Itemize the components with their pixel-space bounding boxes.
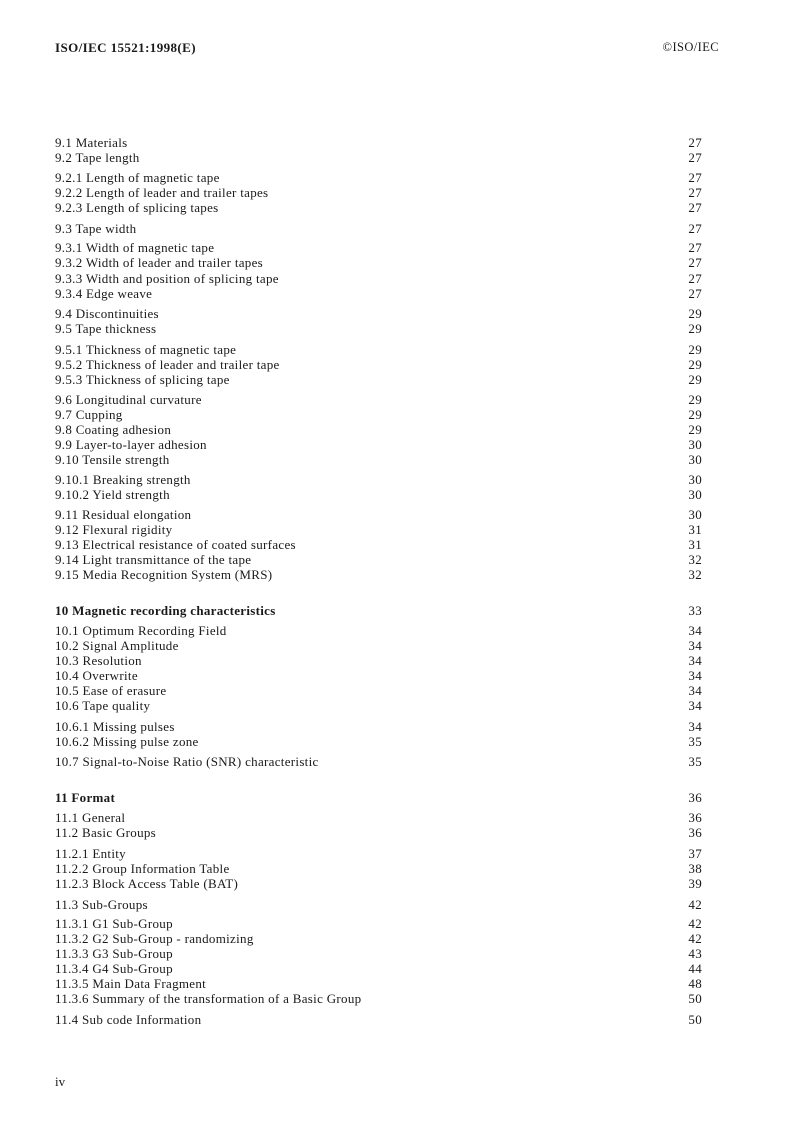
toc-entry-title: 11.2 Basic Groups xyxy=(55,825,157,840)
toc-entry-title: 9.14 Light transmittance of the tape xyxy=(55,552,252,567)
toc-entry-title: 9.2.3 Length of splicing tapes xyxy=(55,200,219,215)
toc-entry[interactable] xyxy=(55,991,705,1007)
toc-entry-page: 33 xyxy=(688,603,702,618)
toc-entry[interactable] xyxy=(55,537,705,553)
toc-entry[interactable] xyxy=(55,321,705,337)
toc-chapter-entry[interactable] xyxy=(55,603,705,619)
toc-entry[interactable] xyxy=(55,422,705,438)
toc-entry-title: 9.11 Residual elongation xyxy=(55,507,192,522)
toc-entry-page: 29 xyxy=(688,357,702,372)
toc-entry-title: 10.6 Tape quality xyxy=(55,698,151,713)
toc-entry-title: 9.1 Materials xyxy=(55,135,128,150)
toc-entry-title: 9.12 Flexural rigidity xyxy=(55,522,173,537)
toc-entry-page: 42 xyxy=(688,931,702,946)
toc-entry[interactable] xyxy=(55,271,705,287)
toc-entry-title: 11.3.5 Main Data Fragment xyxy=(55,976,207,991)
toc-entry-title: 10.3 Resolution xyxy=(55,653,142,668)
toc-entry-title: 9.5.3 Thickness of splicing tape xyxy=(55,372,230,387)
toc-entry-title: 10.6.2 Missing pulse zone xyxy=(55,734,199,749)
toc-entry[interactable] xyxy=(55,683,705,699)
toc-entry-title: 9.10.1 Breaking strength xyxy=(55,472,191,487)
toc-entry[interactable] xyxy=(55,846,705,862)
toc-entry[interactable] xyxy=(55,507,705,523)
toc-entry-title: 9.6 Longitudinal curvature xyxy=(55,392,202,407)
toc-entry-page: 29 xyxy=(688,306,702,321)
toc-entry-page: 34 xyxy=(688,668,702,683)
toc-entry[interactable] xyxy=(55,170,705,186)
toc-entry[interactable] xyxy=(55,734,705,750)
toc-entry-page: 42 xyxy=(688,897,702,912)
toc-entry[interactable] xyxy=(55,240,705,256)
toc-entry[interactable] xyxy=(55,916,705,932)
toc-entry-title: 11.1 General xyxy=(55,810,126,825)
toc-entry[interactable] xyxy=(55,698,705,714)
toc-entry-page: 29 xyxy=(688,422,702,437)
toc-entry[interactable] xyxy=(55,372,705,388)
toc-entry-page: 27 xyxy=(688,135,702,150)
toc-entry-page: 36 xyxy=(688,810,702,825)
toc-entry-page: 30 xyxy=(688,507,702,522)
toc-entry[interactable] xyxy=(55,255,705,271)
toc-entry-page: 35 xyxy=(688,734,702,749)
running-header-standard: ISO/IEC 15521:1998(E) xyxy=(55,40,196,55)
toc-entry-title: 11.2.2 Group Information Table xyxy=(55,861,230,876)
toc-entry-title: 9.5.2 Thickness of leader and trailer tape xyxy=(55,357,280,372)
toc-entry-page: 34 xyxy=(688,623,702,638)
page-number: iv xyxy=(55,1074,66,1089)
toc-entry-page: 32 xyxy=(688,552,702,567)
toc-entry[interactable] xyxy=(55,437,705,453)
toc-entry-title: 9.5.1 Thickness of magnetic tape xyxy=(55,342,237,357)
toc-entry-title: 10 Magnetic recording characteristics xyxy=(55,603,276,618)
toc-entry-page: 50 xyxy=(688,991,702,1006)
toc-entry[interactable] xyxy=(55,472,705,488)
toc-entry[interactable] xyxy=(55,1012,705,1028)
toc-entry[interactable] xyxy=(55,552,705,568)
toc-entry-page: 27 xyxy=(688,255,702,270)
toc-entry[interactable] xyxy=(55,487,705,503)
toc-entry-title: 9.2.2 Length of leader and trailer tapes xyxy=(55,185,269,200)
toc-entry[interactable] xyxy=(55,897,705,913)
toc-entry[interactable] xyxy=(55,185,705,201)
toc-entry[interactable] xyxy=(55,407,705,423)
toc-entry-page: 35 xyxy=(688,754,702,769)
toc-entry[interactable] xyxy=(55,567,705,583)
toc-entry-title: 9.2 Tape length xyxy=(55,150,140,165)
toc-entry[interactable] xyxy=(55,825,705,841)
toc-entry[interactable] xyxy=(55,810,705,826)
toc-entry-title: 9.5 Tape thickness xyxy=(55,321,157,336)
toc-entry-title: 9.3.4 Edge weave xyxy=(55,286,153,301)
toc-entry-page: 27 xyxy=(688,170,702,185)
toc-entry-title: 10.1 Optimum Recording Field xyxy=(55,623,227,638)
toc-entry-title: 9.4 Discontinuities xyxy=(55,306,159,321)
toc-entry[interactable] xyxy=(55,876,705,892)
toc-entry[interactable] xyxy=(55,638,705,654)
toc-entry-title: 11.3.6 Summary of the transformation of a Basic Group xyxy=(55,991,362,1006)
toc-entry-page: 30 xyxy=(688,452,702,467)
toc-entry-page: 34 xyxy=(688,719,702,734)
toc-entry-page: 29 xyxy=(688,407,702,422)
toc-entry-title: 11.3.1 G1 Sub-Group xyxy=(55,916,173,931)
toc-entry-page: 30 xyxy=(688,437,702,452)
toc-entry-page: 34 xyxy=(688,698,702,713)
toc-entry[interactable] xyxy=(55,719,705,735)
table-of-contents xyxy=(55,0,705,1126)
toc-entry-title: 9.3.2 Width of leader and trailer tapes xyxy=(55,255,264,270)
toc-entry-page: 43 xyxy=(688,946,702,961)
toc-entry[interactable] xyxy=(55,861,705,877)
toc-entry-title: 9.15 Media Recognition System (MRS) xyxy=(55,567,273,582)
toc-entry-title: 9.3 Tape width xyxy=(55,221,137,236)
toc-entry-page: 42 xyxy=(688,916,702,931)
running-header-copyright: ©ISO/IEC xyxy=(662,40,719,54)
toc-entry-title: 9.8 Coating adhesion xyxy=(55,422,172,437)
toc-entry-page: 29 xyxy=(688,342,702,357)
toc-entry-title: 11.2.1 Entity xyxy=(55,846,126,861)
toc-entry-page: 29 xyxy=(688,392,702,407)
toc-entry[interactable] xyxy=(55,976,705,992)
toc-entry[interactable] xyxy=(55,150,705,166)
toc-entry-title: 10.2 Signal Amplitude xyxy=(55,638,179,653)
toc-entry-title: 11.4 Sub code Information xyxy=(55,1012,202,1027)
toc-entry[interactable] xyxy=(55,221,705,237)
toc-entry-page: 34 xyxy=(688,683,702,698)
toc-entry-title: 11.3.3 G3 Sub-Group xyxy=(55,946,173,961)
toc-entry[interactable] xyxy=(55,754,705,770)
toc-entry-title: 11 Format xyxy=(55,790,116,805)
toc-entry-title: 11.3.4 G4 Sub-Group xyxy=(55,961,173,976)
toc-entry-page: 30 xyxy=(688,472,702,487)
toc-entry-page: 31 xyxy=(688,522,702,537)
toc-entry-page: 48 xyxy=(688,976,702,991)
toc-entry-page: 36 xyxy=(688,825,702,840)
toc-entry-page: 27 xyxy=(688,150,702,165)
toc-entry-title: 11.2.3 Block Access Table (BAT) xyxy=(55,876,239,891)
toc-entry-page: 27 xyxy=(688,200,702,215)
toc-entry[interactable] xyxy=(55,961,705,977)
toc-entry[interactable] xyxy=(55,653,705,669)
toc-entry-page: 38 xyxy=(688,861,702,876)
toc-entry-title: 9.10 Tensile strength xyxy=(55,452,170,467)
toc-entry[interactable] xyxy=(55,452,705,468)
toc-entry-title: 11.3 Sub-Groups xyxy=(55,897,148,912)
toc-entry[interactable] xyxy=(55,200,705,216)
toc-entry[interactable] xyxy=(55,342,705,358)
toc-entry-title: 9.9 Layer-to-layer adhesion xyxy=(55,437,207,452)
toc-entry-title: 9.7 Cupping xyxy=(55,407,123,422)
toc-entry[interactable] xyxy=(55,931,705,947)
toc-entry-page: 36 xyxy=(688,790,702,805)
toc-entry-title: 11.3.2 G2 Sub-Group - randomizing xyxy=(55,931,254,946)
toc-entry-page: 27 xyxy=(688,185,702,200)
toc-entry-page: 39 xyxy=(688,876,702,891)
toc-entry-title: 10.4 Overwrite xyxy=(55,668,138,683)
toc-entry[interactable] xyxy=(55,135,705,151)
toc-entry-title: 9.3.3 Width and position of splicing tape xyxy=(55,271,279,286)
toc-entry-title: 9.2.1 Length of magnetic tape xyxy=(55,170,220,185)
toc-entry-title: 10.6.1 Missing pulses xyxy=(55,719,175,734)
toc-entry-page: 44 xyxy=(688,961,702,976)
toc-entry-title: 10.5 Ease of erasure xyxy=(55,683,167,698)
toc-entry-page: 27 xyxy=(688,221,702,236)
toc-entry-page: 32 xyxy=(688,567,702,582)
toc-entry-page: 31 xyxy=(688,537,702,552)
toc-entry-title: 9.10.2 Yield strength xyxy=(55,487,170,502)
toc-entry-title: 9.13 Electrical resistance of coated surfaces xyxy=(55,537,296,552)
toc-entry-page: 34 xyxy=(688,653,702,668)
toc-chapter-entry[interactable] xyxy=(55,790,705,806)
toc-entry[interactable] xyxy=(55,392,705,408)
toc-entry-page: 29 xyxy=(688,321,702,336)
toc-entry[interactable] xyxy=(55,306,705,322)
toc-entry-page: 27 xyxy=(688,286,702,301)
toc-entry-page: 29 xyxy=(688,372,702,387)
toc-entry-page: 27 xyxy=(688,240,702,255)
toc-entry[interactable] xyxy=(55,522,705,538)
toc-entry[interactable] xyxy=(55,623,705,639)
toc-entry[interactable] xyxy=(55,946,705,962)
toc-entry[interactable] xyxy=(55,668,705,684)
toc-entry-title: 9.3.1 Width of magnetic tape xyxy=(55,240,215,255)
toc-entry-page: 27 xyxy=(688,271,702,286)
toc-entry-page: 30 xyxy=(688,487,702,502)
toc-entry-title: 10.7 Signal-to-Noise Ratio (SNR) characteristic xyxy=(55,754,319,769)
toc-entry[interactable] xyxy=(55,357,705,373)
toc-entry-page: 50 xyxy=(688,1012,702,1027)
toc-entry-page: 34 xyxy=(688,638,702,653)
toc-entry-page: 37 xyxy=(688,846,702,861)
toc-entry[interactable] xyxy=(55,286,705,302)
